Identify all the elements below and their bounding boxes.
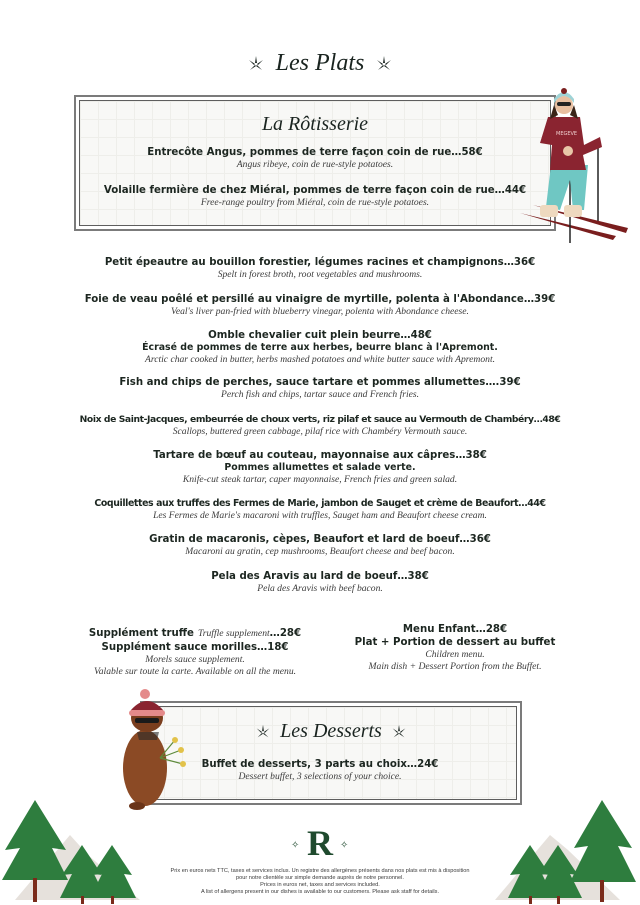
dessert-item: Buffet de desserts, 3 parts au choix…24€ Dessert buffet, 3 selections of your choice. — [201, 759, 439, 782]
sprig-icon — [390, 723, 408, 741]
dish-item: Pela des Aravis au lard de boeuf…38€ Pela des Aravis with beef bacon. — [211, 571, 429, 594]
dish-item: Gratin de macaronis, cèpes, Beaufort et lard de boeuf…36€ Macaroni au gratin, cep mushrooms, Beaufort cheese and beef bacon. — [149, 534, 491, 557]
page-title — [0, 50, 640, 77]
restaurant-logo: R — [307, 823, 333, 863]
trees-left-illustration — [0, 790, 160, 905]
supplements: Supplément truffe Truffle supplement…28€ Supplément sauce morilles…18€ Morels sauce supplement. Valable sur toute la carte. Available on all the menu. — [88, 628, 302, 677]
sprig-icon — [374, 54, 394, 74]
rotisserie-item: Entrecôte Angus, pommes de terre façon coin de rue…58€ Angus ribeye, coin de rue-style potatoes. — [147, 147, 483, 170]
dish-item: Omble chevalier cuit plein beurre…48€ Écrasé de pommes de terre aux herbes, beurre blanc à l'Apremont. Arctic char cooked in butter, herbs mashed potatoes and white butter sauce with Apremont. — [142, 330, 498, 365]
desserts-title-row — [140, 720, 522, 743]
dish-item: Tartare de bœuf au couteau, mayonnaise aux câpres…38€ Pommes allumettes et salade verte. Knife-cut steak tartar, caper mayonnaise, French fries and green salad. — [153, 450, 487, 485]
desserts-frame — [140, 701, 522, 805]
dish-item: Coquillettes aux truffes des Fermes de Marie, jambon de Sauget et crème de Beaufort…44€ Les Fermes de Marie's macaroni with truffles, Sauget ham and Beaufort cheese cream. — [94, 498, 546, 521]
rotisserie-title: La Rôtisserie — [261, 113, 369, 135]
dish-item: Foie de veau poêlé et persillé au vinaigre de myrtille, polenta à l'Abondance…39€ Veal's liver pan-fried with blueberry vinegar, polenta with Abondance cheese. — [84, 294, 556, 317]
section-title-desserts: Les Desserts — [280, 720, 382, 742]
trees-right-illustration — [490, 790, 640, 905]
dish-item: Petit épeautre au bouillon forestier, légumes racines et champignons…36€ Spelt in forest broth, root vegetables and mushrooms. — [104, 257, 536, 280]
kids-menu: Menu Enfant…28€ Plat + Portion de dessert au buffet Children menu. Main dish + Dessert Portion from the Buffet. — [354, 624, 556, 672]
footer-legal: Prix en euros nets TTC, taxes et services inclus. Un registre des allergènes présents dans nos plats est mis à disposition pour notre clientèle sur simple demande auprès de notre personnel. Prices in euros net, taxes and services included. A list of allergens present in our dishes is available to our customers. Please ask staff for details. — [170, 868, 470, 895]
logo-ornament-icon: ✧ — [340, 840, 349, 851]
sprig-icon — [246, 54, 266, 74]
section-title-plats: Les Plats — [275, 50, 365, 76]
svg-text:MEGEVE: MEGEVE — [556, 131, 578, 137]
logo-ornament-icon: ✧ — [291, 840, 300, 851]
dish-item: Noix de Saint-Jacques, embeurrée de choux verts, riz pilaf et sauce au Vermouth de Chambéry…48€ Scallops, buttered green cabbage, pilaf rice with Chambéry Vermouth sauce. — [79, 414, 561, 437]
sprig-icon — [254, 723, 272, 741]
dish-item: Fish and chips de perches, sauce tartare et pommes allumettes….39€ Perch fish and chips, tartar sauce and French fries. — [119, 377, 521, 400]
skier-illustration — [518, 85, 633, 250]
rotisserie-item: Volaille fermière de chez Miéral, pommes de terre façon coin de rue…44€ Free-range poultry from Miéral, coin de rue-style potatoes. — [103, 185, 527, 208]
